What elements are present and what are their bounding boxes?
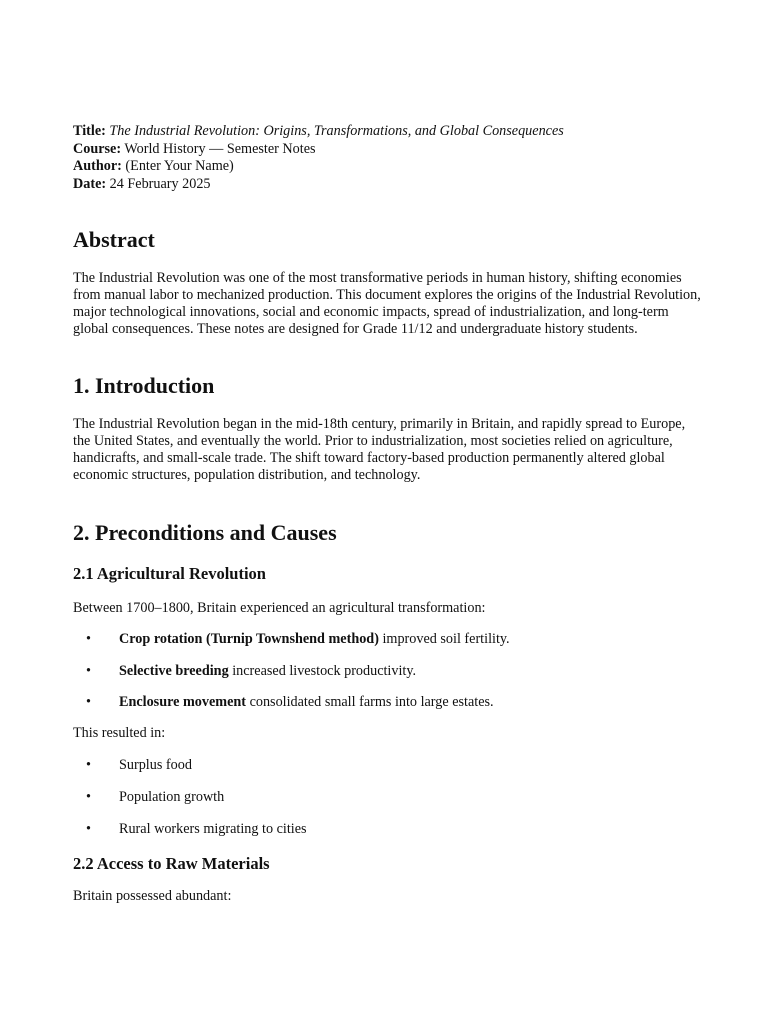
date-line (73, 176, 703, 194)
list-item-text: Surplus food (119, 757, 192, 774)
list-item-description: increased livestock productivity. (228, 662, 417, 679)
bullet-glyph: • (86, 631, 91, 647)
agricultural-revolution-heading: 2.1 Agricultural Revolution (73, 564, 266, 583)
results-list (73, 757, 703, 837)
bullet-glyph: • (86, 694, 91, 711)
bullet-glyph: • (86, 820, 91, 837)
title-line (73, 123, 703, 141)
introduction-heading: 1. Introduction (73, 373, 215, 398)
abstract-paragraph: The Industrial Revolution was one of the most transformative periods in human history, shifting economies from manual labor to mechanized production. This document explores the origins of the Industrial Revolution, major technological innovations, social and economic impacts, spread of industrialization, and long-term global consequences. These notes are designed for Grade 11/12 and undergraduate history students. (73, 270, 701, 337)
raw-materials-intro-paragraph: Britain possessed abundant: (73, 887, 232, 904)
list-item (73, 757, 703, 774)
raw-materials-heading: 2.2 Access to Raw Materials (73, 853, 270, 873)
introduction-paragraph: The Industrial Revolution began in the mid-18th century, primarily in Britain, and rapidly spread to Europe, the United States, and eventually the world. Prior to industrialization, most societies relied on agriculture, handicrafts, and small-scale trade. The shift toward factory-based production permanently altered global economic structures, population distribution, and technology. (73, 416, 686, 483)
results-intro-paragraph: This resulted in: (73, 725, 166, 742)
list-item (73, 821, 703, 838)
list-item-term: Selective breeding (119, 662, 229, 679)
author-line (73, 158, 703, 176)
document-page (73, 123, 703, 905)
preconditions-heading: 2. Preconditions and Causes (73, 520, 337, 545)
list-item-text: Rural workers migrating to cities (119, 820, 307, 837)
bullet-glyph: • (86, 662, 91, 679)
title-label: Title: (73, 123, 106, 139)
bullet-glyph: • (86, 789, 91, 806)
document-metadata (73, 123, 703, 193)
date-label: Date: (73, 175, 107, 192)
date-value: 24 February 2025 (109, 175, 211, 192)
course-label: Course: (73, 140, 122, 157)
list-item-description: improved soil fertility. (378, 631, 510, 647)
title-value: The Industrial Revolution: Origins, Transformations, and Global Consequences (109, 123, 564, 139)
course-line (73, 141, 703, 159)
list-item (73, 631, 703, 648)
list-item (73, 789, 703, 806)
author-value: (Enter Your Name) (125, 158, 234, 174)
abstract-heading: Abstract (73, 227, 155, 252)
list-item (73, 663, 703, 680)
list-item-description: consolidated small farms into large estates. (246, 694, 494, 711)
list-item-term: Crop rotation (Turnip Townshend method) (119, 631, 379, 647)
list-item (73, 694, 703, 711)
author-label: Author: (73, 158, 122, 174)
bullet-glyph: • (86, 757, 91, 774)
agricultural-intro-paragraph: Between 1700–1800, Britain experienced an agricultural transformation: (73, 600, 486, 616)
course-value: World History — Semester Notes (124, 140, 316, 157)
list-item-text: Population growth (119, 789, 225, 806)
list-item-term: Enclosure movement (119, 694, 247, 711)
agricultural-changes-list (73, 631, 703, 711)
